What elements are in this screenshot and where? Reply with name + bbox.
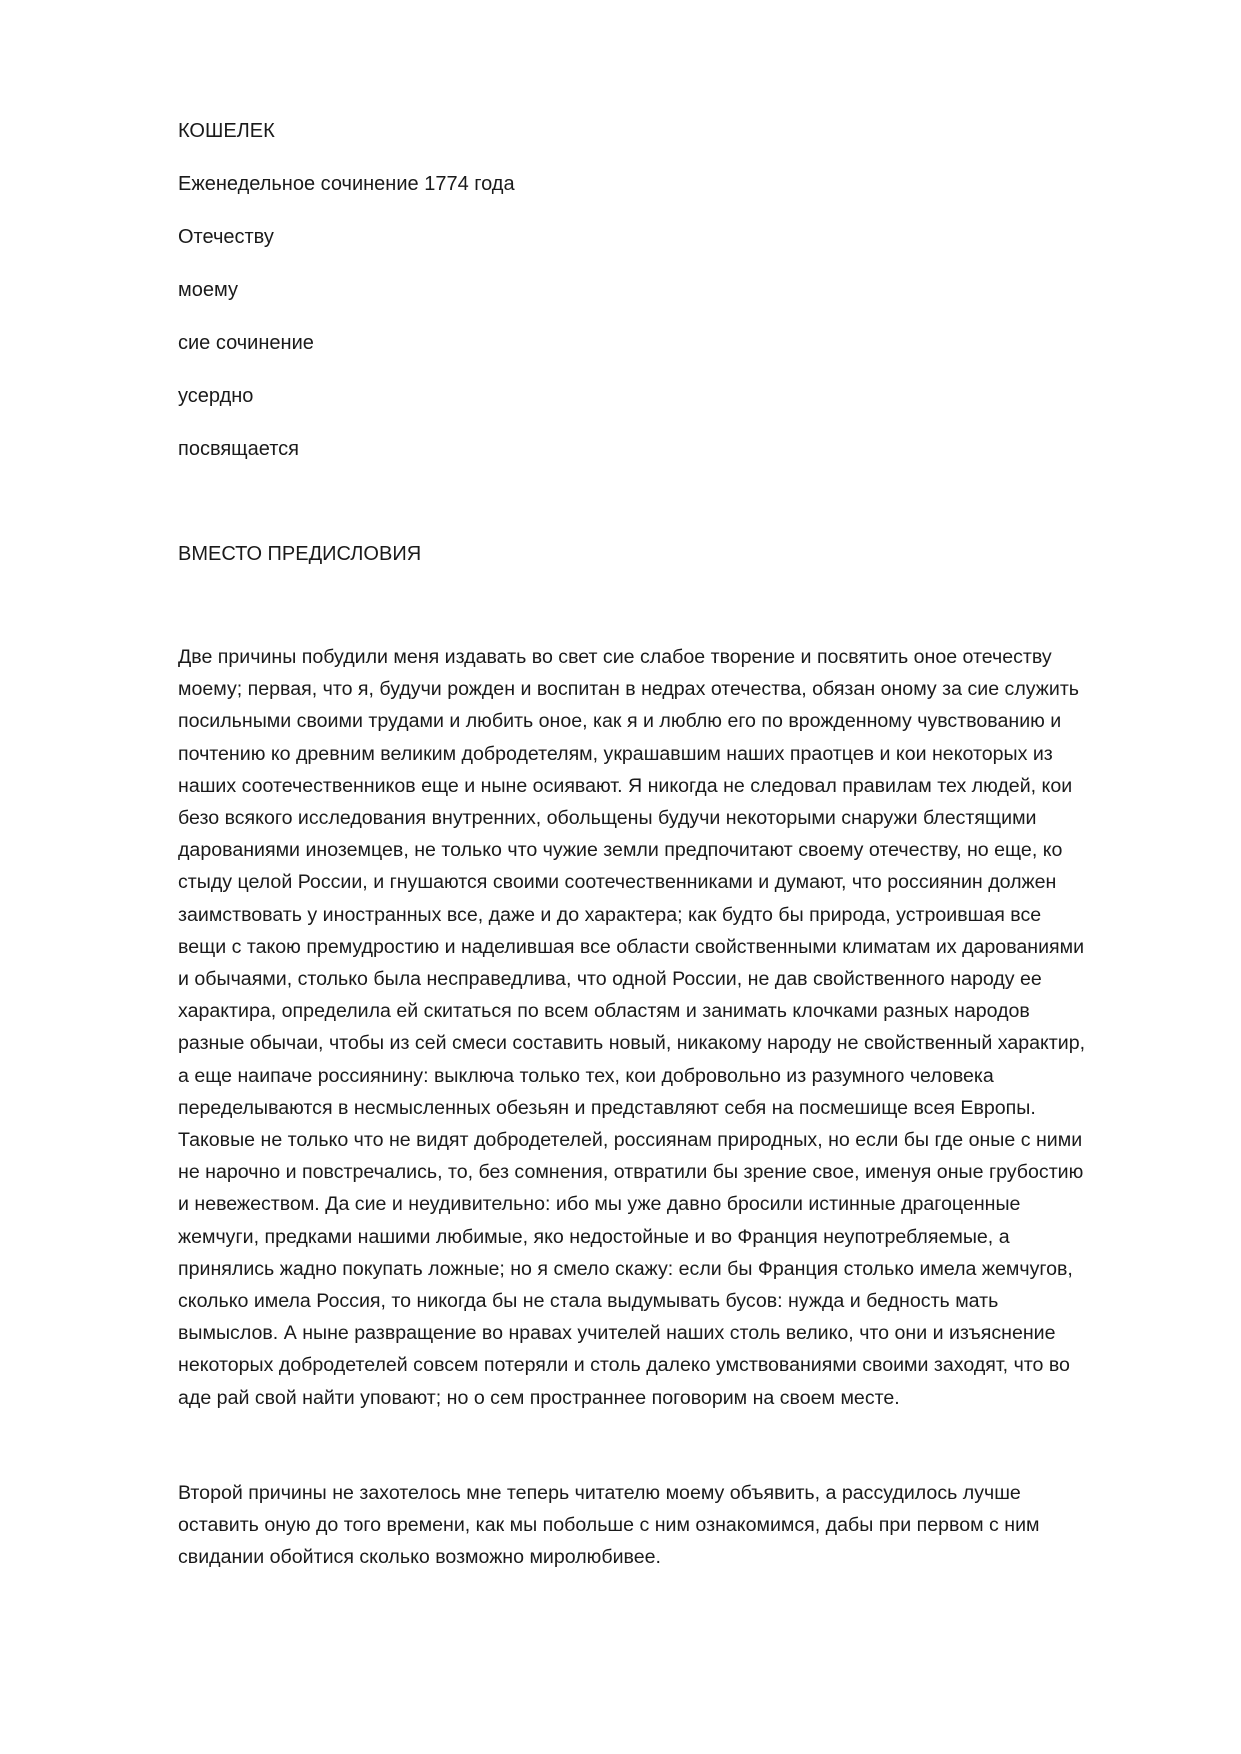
- paragraph-1: [178, 641, 1158, 1414]
- paragraph-line: вещи с такою премудростию и наделившая все области свойственными климатам их дарованиями: [178, 935, 1085, 958]
- paragraph-line: некоторых добродетелей совсем потеряли и столь далеко умствованиями своими заходят, что во: [178, 1354, 1070, 1377]
- paragraph-line: безо всякого исследования внутренних, обольщены будучи некоторыми снаружи блестящими: [178, 807, 1037, 830]
- paragraph-line: жемчуги, предками нашими любимые, яко недостойные и во Франция неупотребляемые, а: [178, 1225, 1010, 1248]
- paragraph-line: разные обычаи, чтобы из сей смеси составить новый, никакому народу не свойственный характир,: [178, 1032, 1086, 1055]
- paragraph-line: моему; первая, что я, будучи рожден и воспитан в недрах отечества, обязан оному за сие служить: [178, 678, 1080, 701]
- paragraph-line: переделываются в несмысленных обезьян и представляют себя на посмешище всея Европы.: [178, 1096, 1036, 1119]
- dedication-line: Отечеству: [178, 226, 274, 248]
- paragraph-line: Две причины побудили меня издавать во свет сие слабое творение и посвятить оное отечеству: [178, 646, 1052, 668]
- paragraph-line: оставить оную до того времени, как мы побольше с ним ознакомимся, дабы при первом с ним: [178, 1514, 1040, 1537]
- paragraph-line: характира, определила ей скитаться по всем областям и занимать клочками разных народов: [178, 1000, 1030, 1023]
- paragraph-line: не нарочно и повстречались, то, без сомнения, отвратили бы зрение свое, именуя оные грубостию: [178, 1161, 1084, 1184]
- paragraph-line: Таковые не только что не видят добродетелей, россиянам природных, но если бы где оные с ними: [178, 1129, 1083, 1152]
- paragraph-line: и невежеством. Да сие и неудивительно: ибо мы уже давно бросили истинные драгоценные: [178, 1193, 1021, 1216]
- paragraph-line: стыду целой России, и гнушаются своими соотечественниками и думают, что россиянин должен: [178, 871, 1057, 894]
- paragraph-line: сколько имела Россия, то никогда бы не стала выдумывать бусов: нужда и бедность мать: [178, 1290, 999, 1313]
- dedication-line: усердно: [178, 385, 254, 407]
- dedication-line: посвящается: [178, 438, 299, 460]
- document-title: КОШЕЛЕК: [178, 120, 275, 142]
- paragraph-line: и обычаями, столько была несправедлива, что одной России, не дав свойственного народу ее: [178, 968, 1042, 991]
- dedication-line: моему: [178, 279, 238, 301]
- paragraph-line: заимствовать у иностранных все, даже и до характера; как будто бы природа, устроившая все: [178, 903, 1042, 926]
- paragraph-line: посильными своими трудами и любить оное, как я и люблю его по врожденному чувствованию и: [178, 710, 1062, 733]
- paragraph-line: свидании обойтися сколько возможно миролюбивее.: [178, 1546, 661, 1569]
- paragraph-2: [178, 1477, 1158, 1574]
- document-subtitle: Еженедельное сочинение 1774 года: [178, 173, 515, 195]
- paragraph-line: принялись жадно покупать ложные; но я смело скажу: если бы Франция столько имела жемчугов,: [178, 1257, 1073, 1280]
- paragraph-line: почтению ко древним великим добродетелям, украшавшим наших праотцев и кои некоторых из: [178, 742, 1053, 765]
- paragraph-line: а еще наипаче россиянину: выключа только тех, кои добровольно из разумного человека: [178, 1064, 994, 1087]
- paragraph-line: вымыслов. А ныне развращение во нравах учителей наших столь велико, что они и изъяснение: [178, 1322, 1056, 1345]
- section-heading: ВМЕСТО ПРЕДИСЛОВИЯ: [178, 543, 422, 565]
- paragraph-line: дарованиями иноземцев, не только что чужие земли предпочитают своему отечеству, но еще, ко: [178, 839, 1063, 862]
- paragraph-line: аде рай свой найти уповают; но о сем пространнее поговорим на своем месте.: [178, 1386, 900, 1409]
- paragraph-line: Второй причины не захотелось мне теперь читателю моему объявить, а рассудилось лучше: [178, 1482, 1021, 1504]
- dedication-line: сие сочинение: [178, 332, 314, 354]
- paragraph-line: наших соотечественников еще и ныне осиявают. Я никогда не следовал правилам тех людей, кои: [178, 774, 1073, 797]
